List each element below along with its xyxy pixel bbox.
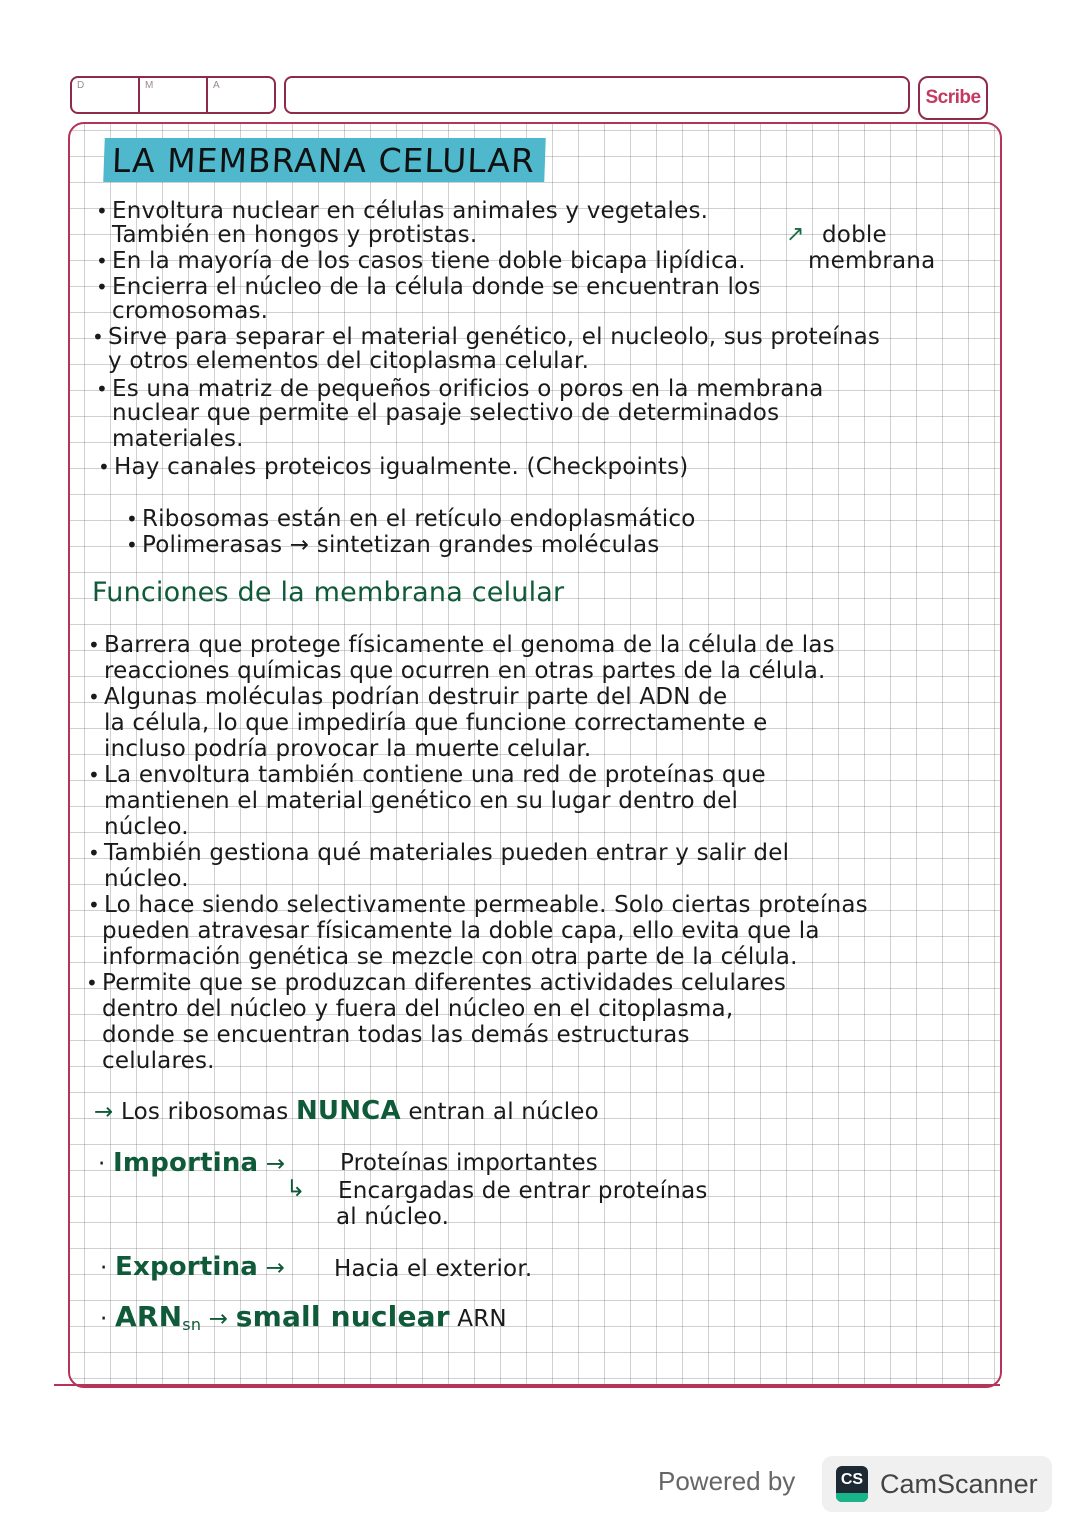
intro-line: • Envoltura nuclear en células animales y vegetales.	[112, 198, 708, 224]
intro-line: También en hongos y protistas.	[112, 222, 478, 248]
function-line: dentro del núcleo y fuera del núcleo en el citoplasma,	[102, 996, 734, 1022]
sub-arrow-icon: ↳	[286, 1176, 306, 1202]
importina-def: Encargadas de entrar proteínas	[338, 1178, 708, 1204]
function-line: celulares.	[102, 1048, 215, 1074]
powered-by-label: Powered by	[658, 1466, 796, 1496]
intro-line: nuclear que permite el pasaje selectivo de determinados	[112, 400, 780, 426]
exportina-term	[100, 1254, 285, 1281]
ribosome-note-emphasis: NUNCA	[295, 1096, 401, 1126]
arnsn-subscript: sn	[182, 1315, 202, 1334]
arnsn-definition: small nuclear	[235, 1300, 450, 1333]
ribosome-note	[94, 1098, 599, 1125]
function-line: información genética se mezcle con otra parte de la célula.	[102, 944, 798, 970]
function-line: • Permite que se produzcan diferentes actividades celulares	[102, 970, 786, 996]
intro-line: materiales.	[112, 426, 244, 452]
arnsn-label: ARN	[115, 1300, 183, 1333]
sub-bullet: • Ribosomas están en el retículo endoplasmático	[142, 506, 696, 532]
importina-label: Importina	[113, 1148, 259, 1178]
intro-line: y otros elementos del citoplasma celular.	[108, 348, 590, 374]
section-heading: Funciones de la membrana celular	[92, 577, 565, 608]
bullet: ·	[100, 1255, 108, 1281]
importina-term	[98, 1150, 285, 1177]
function-line: pueden atravesar físicamente la doble capa, ello evita que la	[102, 918, 820, 944]
page-title: LA MEMBRANA CELULAR	[103, 138, 546, 182]
curved-arrow-icon: ↗	[786, 222, 805, 247]
arnsn-term	[100, 1300, 507, 1338]
importina-def: al núcleo.	[336, 1204, 450, 1230]
intro-line: cromosomas.	[112, 298, 269, 324]
function-line: donde se encuentran todas las demás estructuras	[102, 1022, 690, 1048]
function-line: incluso podría provocar la muerte celular.	[104, 736, 592, 762]
exportina-def: Hacia el exterior.	[334, 1256, 533, 1282]
function-line: núcleo.	[104, 814, 189, 840]
arrow-right-icon: →	[265, 1255, 286, 1281]
date-year-label: A	[213, 80, 220, 91]
annotation-line: doble	[822, 222, 887, 248]
intro-line: • Hay canales proteicos igualmente. (Checkpoints)	[114, 454, 688, 480]
ribosome-note-text: entran al núcleo	[408, 1099, 599, 1125]
arnsn-definition-suffix: ARN	[457, 1306, 507, 1332]
intro-line: • En la mayoría de los casos tiene doble bicapa lipídica.	[112, 248, 746, 274]
date-month-label: M	[145, 80, 154, 91]
function-line: núcleo.	[104, 866, 189, 892]
sub-bullet: • Polimerasas → sintetizan grandes moléculas	[142, 532, 659, 558]
camscanner-name: CamScanner	[880, 1468, 1038, 1499]
camscanner-badge	[822, 1456, 1052, 1512]
bullet: ·	[100, 1306, 108, 1332]
brand-name: Scribe	[925, 87, 981, 108]
function-line: mantienen el material genético en su lugar dentro del	[104, 788, 739, 814]
arrow-right-icon: →	[208, 1306, 229, 1332]
arrow-right-icon: →	[265, 1151, 286, 1177]
function-line: reacciones químicas que ocurren en otras partes de la célula.	[104, 658, 826, 684]
function-line: • Barrera que protege físicamente el genoma de la célula de las	[104, 632, 835, 658]
intro-line: • Encierra el núcleo de la célula donde se encuentran los	[112, 274, 761, 300]
intro-line: • Sirve para separar el material genético, el nucleolo, sus proteínas	[108, 324, 880, 350]
annotation-line: membrana	[808, 248, 936, 274]
function-line: • Lo hace siendo selectivamente permeable. Solo ciertas proteínas	[104, 892, 868, 918]
function-line: • Algunas moléculas podrían destruir parte del ADN de	[104, 684, 727, 710]
function-line: la célula, lo que impediría que funcione correctamente e	[104, 710, 768, 736]
camscanner-logo-icon	[836, 1466, 868, 1502]
function-line: • La envoltura también contiene una red de proteínas que	[104, 762, 766, 788]
intro-line: • Es una matriz de pequeños orificios o poros en la membrana	[112, 376, 824, 402]
importina-def: Proteínas importantes	[340, 1150, 598, 1176]
date-day-label: D	[77, 80, 85, 91]
arrow-right-icon: →	[94, 1099, 114, 1125]
function-line: • También gestiona qué materiales pueden entrar y salir del	[104, 840, 789, 866]
bullet: ·	[98, 1151, 106, 1177]
exportina-label: Exportina	[115, 1252, 259, 1282]
ribosome-note-text: Los ribosomas	[121, 1099, 289, 1125]
camscanner-logo-text: CS	[840, 1471, 864, 1488]
